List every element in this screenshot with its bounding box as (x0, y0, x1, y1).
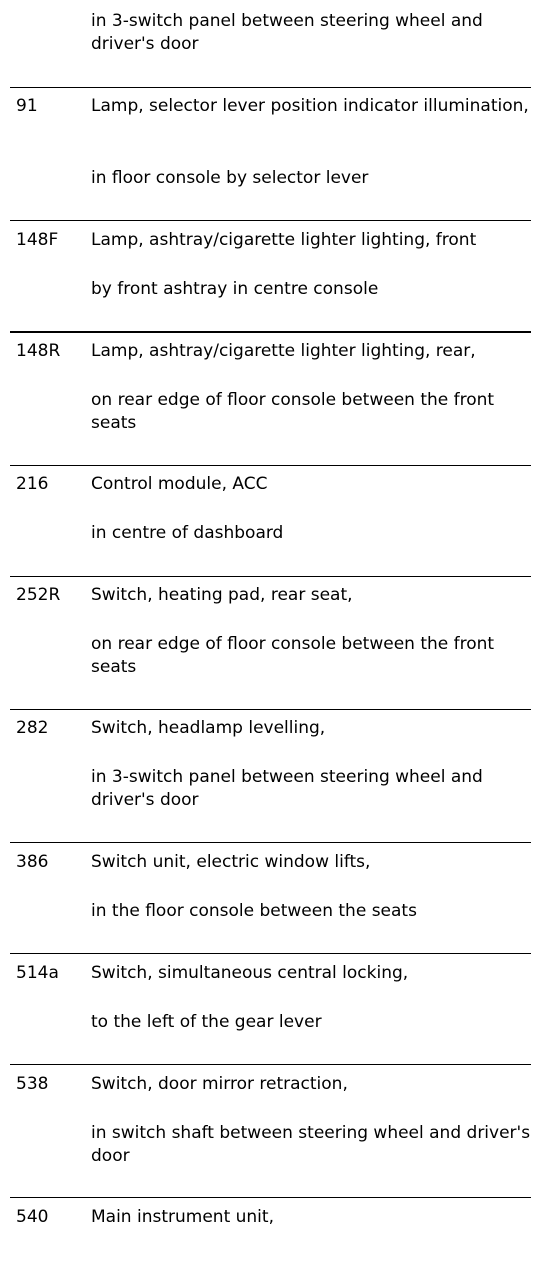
row-divider (10, 1064, 531, 1065)
component-code: 540 (16, 1207, 49, 1227)
component-description: Switch unit, electric window lifts, (91, 852, 371, 872)
component-code: 252R (16, 585, 61, 605)
component-description: Lamp, ashtray/cigarette lighter lighting, rear, (91, 341, 476, 361)
component-location: to the left of the gear lever (91, 1012, 322, 1032)
component-description: Switch, headlamp levelling, (91, 718, 326, 738)
component-code: 148R (16, 341, 61, 361)
row-divider (10, 953, 531, 954)
component-location: in centre of dashboard (91, 523, 284, 543)
row-divider (10, 465, 531, 466)
component-location: on rear edge of floor console between the front seats (91, 390, 495, 433)
component-code: 216 (16, 474, 49, 494)
component-location: by front ashtray in centre console (91, 279, 379, 299)
component-description: Lamp, ashtray/cigarette lighter lighting, front (91, 230, 477, 250)
component-description: Control module, ACC (91, 474, 268, 494)
component-description: Main instrument unit, (91, 1207, 274, 1227)
row-divider (10, 576, 531, 577)
component-location: in switch shaft between steering wheel and driver's door (91, 1123, 531, 1166)
row-divider (10, 87, 531, 88)
row-divider (10, 331, 531, 333)
component-code: 282 (16, 718, 49, 738)
component-description: Switch, simultaneous central locking, (91, 963, 409, 983)
component-location: on rear edge of floor console between the front seats (91, 634, 495, 677)
component-description: Switch, heating pad, rear seat, (91, 585, 353, 605)
component-code: 91 (16, 96, 38, 116)
component-code: 148F (16, 230, 59, 250)
component-code: 514a (16, 963, 59, 983)
row-divider (10, 842, 531, 843)
row-divider (10, 1197, 531, 1198)
component-code: 386 (16, 852, 49, 872)
component-location: in 3-switch panel between steering wheel and driver's door (91, 767, 483, 810)
continued-location-text: in 3-switch panel between steering wheel and driver's door (91, 11, 483, 54)
component-location: in the floor console between the seats (91, 901, 417, 921)
component-description: Lamp, selector lever position indicator illumination, (91, 96, 529, 116)
component-description: Switch, door mirror retraction, (91, 1074, 348, 1094)
row-divider (10, 709, 531, 710)
row-divider (10, 220, 531, 221)
component-code: 538 (16, 1074, 49, 1094)
component-location: in floor console by selector lever (91, 168, 369, 188)
